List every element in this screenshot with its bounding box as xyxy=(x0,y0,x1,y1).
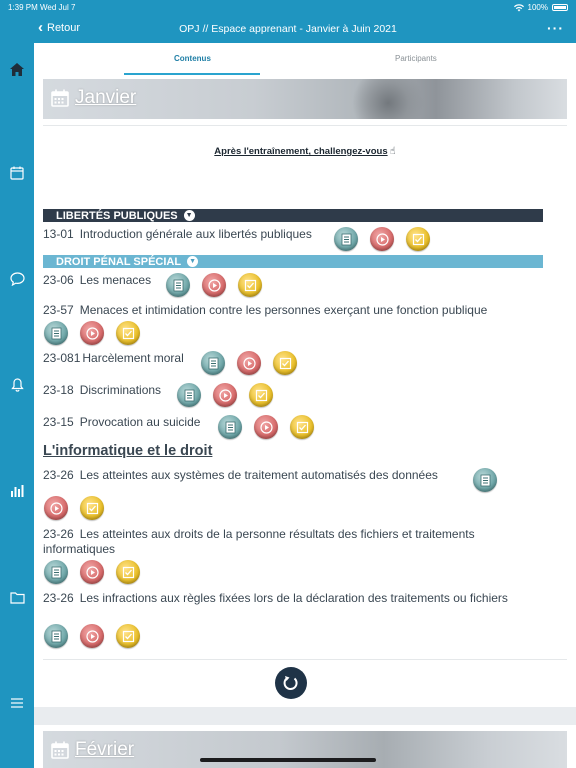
video-play-icon[interactable] xyxy=(80,321,104,345)
document-icon[interactable] xyxy=(473,468,497,492)
section-droit-penal-special[interactable] xyxy=(43,255,543,268)
sidebar xyxy=(0,43,34,768)
month-card-janvier xyxy=(34,77,576,707)
quiz-check-icon[interactable] xyxy=(116,321,140,345)
quiz-check-icon[interactable] xyxy=(238,273,262,297)
quiz-check-icon[interactable] xyxy=(273,351,297,375)
item-actions xyxy=(334,227,430,251)
item-label: Les atteintes aux systèmes de traitement automatisés des données xyxy=(79,468,438,482)
item-code: 23-26 xyxy=(43,468,74,482)
challenge-text: Après l'entraînement, challengez-vous xyxy=(214,146,388,158)
refresh-icon xyxy=(282,674,300,692)
chevron-left-icon: ‹ xyxy=(38,19,43,36)
pointer-hand-icon: ☝ xyxy=(389,146,396,157)
item-label: Provocation au suicide xyxy=(79,415,201,429)
month-title: Janvier xyxy=(75,87,137,108)
back-label: Retour xyxy=(47,22,81,34)
status-bar xyxy=(0,0,576,14)
wifi-icon xyxy=(514,4,524,12)
item-label: Menaces et intimidation contre les personnes exerçant une fonction publique xyxy=(79,303,488,317)
item-label: Introduction générale aux libertés publiques xyxy=(79,227,312,241)
video-play-icon[interactable] xyxy=(202,273,226,297)
item-code: 23-15 xyxy=(43,415,74,429)
section-title: DROIT PÉNAL SPÉCIAL xyxy=(56,255,182,268)
quiz-check-icon[interactable] xyxy=(80,496,104,520)
video-play-icon[interactable] xyxy=(80,560,104,584)
page-title: OPJ // Espace apprenant - Janvier à Juin 2021 xyxy=(179,23,397,35)
video-play-icon[interactable] xyxy=(80,624,104,648)
item-actions xyxy=(44,496,104,520)
home-icon[interactable] xyxy=(9,61,25,77)
document-icon[interactable] xyxy=(177,383,201,407)
month-banner[interactable] xyxy=(43,79,567,119)
more-options-icon[interactable]: ··· xyxy=(547,20,564,36)
item-actions xyxy=(201,351,297,375)
item-actions xyxy=(473,468,497,492)
item-code: 23-06 xyxy=(43,273,74,287)
item-code: 23-26 xyxy=(43,591,74,605)
document-icon[interactable] xyxy=(201,351,225,375)
item-label: Les menaces xyxy=(79,273,152,287)
battery-percent: 100% xyxy=(527,3,548,12)
document-icon[interactable] xyxy=(44,624,68,648)
refresh-button[interactable] xyxy=(275,667,307,699)
calendar-icon xyxy=(51,741,69,759)
folder-icon[interactable] xyxy=(9,589,25,605)
item-actions xyxy=(44,624,140,648)
home-indicator[interactable] xyxy=(200,758,376,762)
active-tab-indicator xyxy=(124,73,260,75)
list-item[interactable] xyxy=(43,527,533,557)
menu-icon[interactable] xyxy=(9,695,25,711)
item-label: Les atteintes aux droits de la personne résultats des fichiers et traitements informatiques xyxy=(43,527,475,556)
section-title: LIBERTÉS PUBLIQUES xyxy=(56,209,178,222)
nav-bar xyxy=(0,14,576,43)
list-item[interactable] xyxy=(43,273,151,288)
video-play-icon[interactable] xyxy=(370,227,394,251)
item-code: 23-18 xyxy=(43,383,74,397)
document-icon[interactable] xyxy=(334,227,358,251)
content-area xyxy=(34,77,576,768)
chat-icon[interactable] xyxy=(9,271,25,287)
subsection-heading: L'informatique et le droit xyxy=(43,443,213,459)
tab-participants[interactable]: Participants xyxy=(395,54,437,63)
section-libertes-publiques[interactable] xyxy=(43,209,543,222)
video-play-icon[interactable] xyxy=(254,415,278,439)
list-item[interactable] xyxy=(43,303,563,318)
month-title: Février xyxy=(75,739,135,760)
document-icon[interactable] xyxy=(44,321,68,345)
document-icon[interactable] xyxy=(44,560,68,584)
list-item[interactable] xyxy=(43,415,200,430)
list-item[interactable] xyxy=(43,227,312,242)
quiz-check-icon[interactable] xyxy=(406,227,430,251)
item-code: 13-01 xyxy=(43,227,74,241)
chart-icon[interactable] xyxy=(9,483,25,499)
video-play-icon[interactable] xyxy=(44,496,68,520)
video-play-icon[interactable] xyxy=(213,383,237,407)
list-item[interactable] xyxy=(43,383,161,398)
list-item[interactable] xyxy=(43,591,533,606)
quiz-check-icon[interactable] xyxy=(249,383,273,407)
status-time: 1:39 PM xyxy=(8,3,38,12)
banner-inner xyxy=(51,739,134,761)
calendar-icon xyxy=(51,89,69,107)
item-actions xyxy=(218,415,314,439)
quiz-check-icon[interactable] xyxy=(116,560,140,584)
top-bar xyxy=(0,0,576,43)
divider xyxy=(43,125,567,126)
item-label: Discriminations xyxy=(79,383,162,397)
chevron-down-icon[interactable]: ▼ xyxy=(187,256,198,267)
calendar-icon[interactable] xyxy=(9,165,25,181)
document-icon[interactable] xyxy=(218,415,242,439)
video-play-icon[interactable] xyxy=(237,351,261,375)
document-icon[interactable] xyxy=(166,273,190,297)
item-label: Harcèlement moral xyxy=(82,351,184,365)
list-item[interactable] xyxy=(43,351,184,366)
item-actions xyxy=(44,560,140,584)
quiz-check-icon[interactable] xyxy=(290,415,314,439)
chevron-down-icon[interactable]: ▼ xyxy=(184,210,195,221)
item-code: 23-081 xyxy=(43,351,81,365)
tab-contenus[interactable]: Contenus xyxy=(174,54,211,63)
item-actions xyxy=(177,383,273,407)
bell-icon[interactable] xyxy=(9,377,25,393)
status-date: Wed Jul 7 xyxy=(40,3,76,12)
item-actions xyxy=(44,321,140,345)
item-actions xyxy=(166,273,262,297)
tab-bar xyxy=(34,43,576,77)
item-code: 23-57 xyxy=(43,303,74,317)
quiz-check-icon[interactable] xyxy=(116,624,140,648)
banner-inner xyxy=(51,87,136,109)
list-item[interactable] xyxy=(43,468,438,483)
battery-icon xyxy=(552,4,568,11)
item-code: 23-26 xyxy=(43,527,74,541)
status-right xyxy=(514,3,568,12)
item-label: Les infractions aux règles fixées lors de la déclaration des traitements ou fichiers xyxy=(79,591,508,605)
month-banner[interactable] xyxy=(43,731,567,768)
challenge-link[interactable] xyxy=(34,146,576,157)
divider xyxy=(43,659,567,660)
